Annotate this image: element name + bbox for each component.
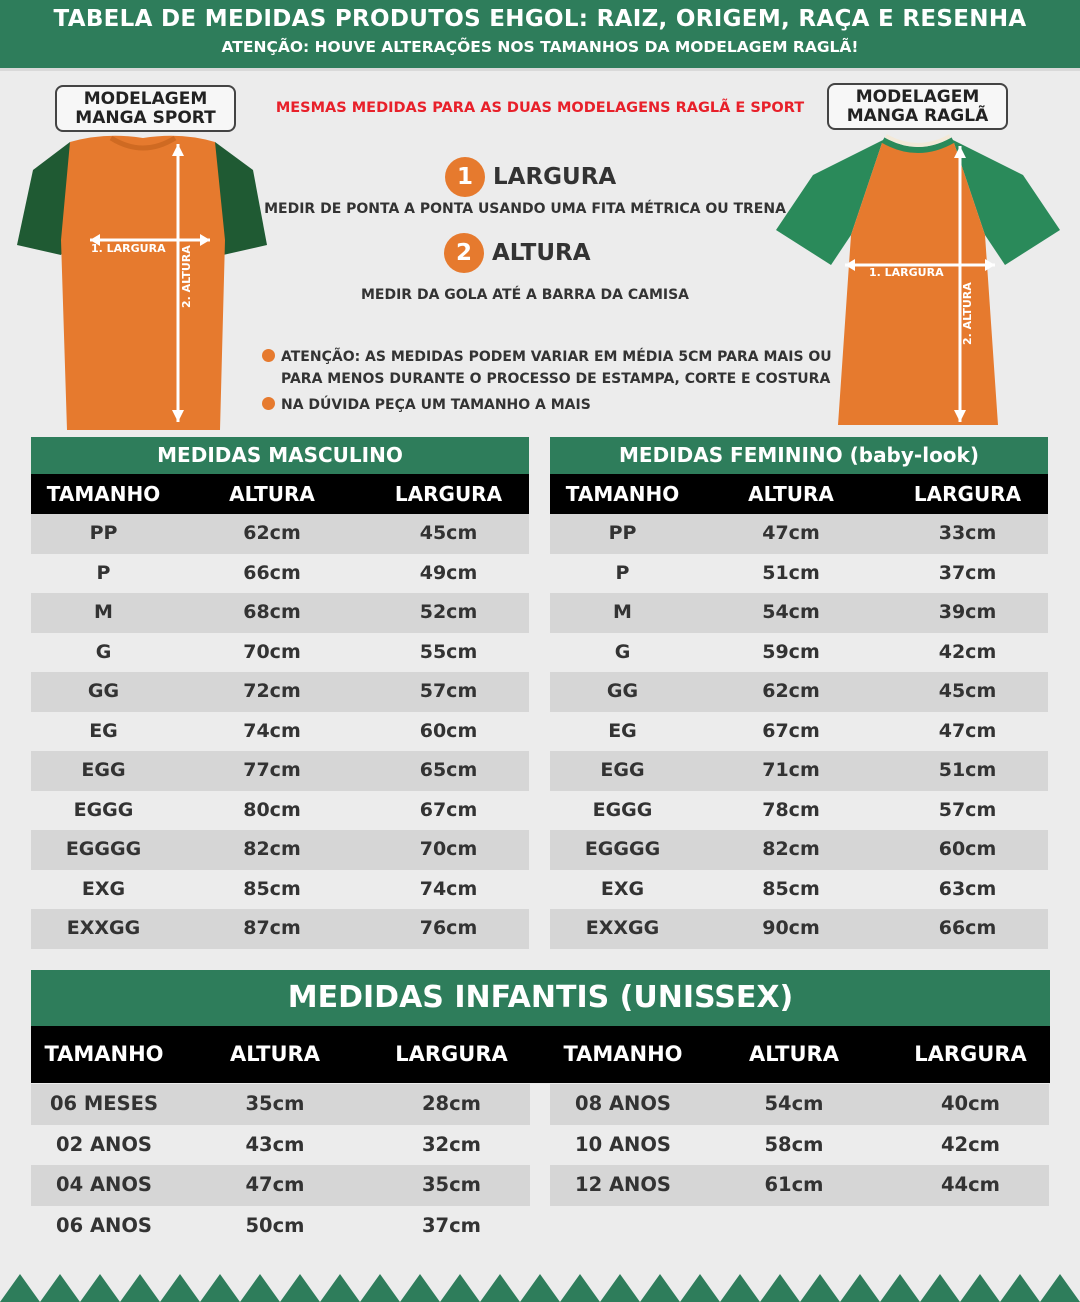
- height-cell: 54cm: [764, 1092, 824, 1115]
- height-cell: 82cm: [243, 838, 301, 860]
- width-cell: 45cm: [419, 522, 478, 544]
- feminino-title: MEDIDAS FEMININO (baby-look): [550, 437, 1048, 474]
- height-cell: 54cm: [762, 601, 820, 623]
- width-cell: 28cm: [421, 1092, 481, 1115]
- height-cell: 47cm: [762, 522, 820, 544]
- col-tamanho: TAMANHO: [44, 1042, 164, 1066]
- feminino-table: [550, 437, 1048, 949]
- width-cell: 33cm: [938, 522, 997, 544]
- infantis-title: MEDIDAS INFANTIS (UNISSEX): [31, 970, 1050, 1026]
- size-cell: PP: [89, 522, 118, 544]
- height-cell: 85cm: [762, 877, 820, 900]
- col-altura: ALTURA: [748, 482, 834, 506]
- size-cell: 02 ANOS: [56, 1132, 152, 1156]
- size-cell: P: [96, 561, 111, 584]
- step-2-number: 2: [444, 233, 484, 273]
- height-cell: 47cm: [245, 1173, 305, 1196]
- masculino-table: [31, 437, 529, 949]
- size-cell: EGGGG: [584, 838, 661, 860]
- height-cell: 77cm: [243, 759, 301, 781]
- width-cell: 42cm: [938, 640, 997, 663]
- size-cell: 10 ANOS: [575, 1132, 671, 1156]
- height-cell: 50cm: [245, 1213, 305, 1237]
- size-cell: EXXGG: [66, 917, 141, 939]
- height-cell: 72cm: [243, 680, 301, 702]
- height-cell: 90cm: [762, 917, 820, 939]
- table-row: [31, 1165, 530, 1206]
- width-cell: 76cm: [419, 917, 478, 939]
- col-tamanho: TAMANHO: [46, 482, 161, 506]
- step-2-description: MEDIR DA GOLA ATÉ A BARRA DA CAMISA: [360, 287, 690, 303]
- height-cell: 59cm: [762, 640, 820, 663]
- step-2-label: ALTURA: [492, 240, 591, 266]
- zigzag-shape: [0, 1274, 1080, 1302]
- width-cell: 66cm: [938, 917, 997, 939]
- infantis-left-body: [31, 1084, 530, 1246]
- model-sport-line2: MANGA SPORT: [75, 108, 216, 128]
- width-cell: 49cm: [419, 561, 478, 584]
- width-cell: 47cm: [938, 719, 997, 742]
- height-cell: 68cm: [243, 601, 301, 623]
- masculino-title: MEDIDAS MASCULINO: [31, 437, 529, 474]
- size-cell: 06 ANOS: [56, 1213, 152, 1237]
- masculino-header-row: [31, 474, 529, 514]
- size-cell: G: [614, 640, 631, 663]
- feminino-header-row: [550, 474, 1048, 514]
- height-cell: 74cm: [243, 719, 301, 742]
- table-row: [550, 870, 1048, 910]
- height-cell: 70cm: [243, 640, 301, 663]
- table-row: [31, 1125, 530, 1166]
- col-largura: LARGURA: [913, 482, 1022, 506]
- size-cell: EGG: [81, 759, 126, 781]
- width-cell: 57cm: [938, 798, 997, 821]
- step-altura: [444, 233, 591, 273]
- table-row: [550, 791, 1048, 831]
- width-cell: 37cm: [421, 1213, 481, 1237]
- bullet-dot-icon: [262, 397, 275, 410]
- width-cell: 32cm: [421, 1132, 481, 1156]
- height-cell: 62cm: [243, 522, 301, 544]
- width-cell: 42cm: [940, 1132, 1000, 1156]
- size-cell: EGGG: [73, 798, 134, 821]
- feminino-body: [550, 514, 1048, 949]
- size-cell: 06 MESES: [49, 1092, 159, 1115]
- size-cell: EGGG: [592, 798, 653, 821]
- size-cell: EXG: [81, 877, 126, 900]
- table-row: [550, 672, 1048, 712]
- attention-line-2: PARA MENOS DURANTE O PROCESSO DE ESTAMPA, CORTE E COSTURA: [281, 371, 831, 387]
- size-cell: EGG: [600, 759, 645, 781]
- height-cell: 51cm: [762, 561, 820, 584]
- width-cell: 35cm: [421, 1173, 481, 1196]
- table-row: [550, 633, 1048, 673]
- table-row: [31, 1084, 530, 1125]
- table-row: [31, 554, 529, 594]
- table-row: [550, 830, 1048, 870]
- table-row: [31, 1206, 530, 1247]
- width-cell: 70cm: [419, 838, 478, 860]
- table-row: [31, 712, 529, 752]
- col-largura: LARGURA: [914, 1042, 1027, 1066]
- size-cell: EXXGG: [585, 917, 660, 939]
- table-row: [31, 870, 529, 910]
- table-row: [31, 593, 529, 633]
- table-row: [550, 554, 1048, 594]
- height-cell: 78cm: [762, 798, 820, 821]
- table-row: [550, 1125, 1049, 1166]
- sport-shirt-body: [61, 136, 225, 430]
- raglan-largura-label: 1. LARGURA: [869, 266, 944, 279]
- table-row: [31, 791, 529, 831]
- width-cell: 51cm: [938, 759, 997, 781]
- size-cell: 12 ANOS: [575, 1173, 671, 1196]
- col-altura: ALTURA: [749, 1042, 839, 1066]
- width-cell: 67cm: [419, 798, 478, 821]
- size-cell: GG: [87, 680, 120, 702]
- raglan-altura-label: 2. ALTURA: [961, 282, 974, 345]
- sport-shirt-illustration: [15, 130, 271, 432]
- infantis-right-body: [550, 1084, 1049, 1206]
- table-row: [550, 1084, 1049, 1125]
- attention-note: [262, 346, 842, 390]
- height-cell: 71cm: [762, 759, 820, 781]
- height-cell: 62cm: [762, 680, 820, 702]
- height-cell: 58cm: [764, 1132, 824, 1156]
- doubt-text: NA DÚVIDA PEÇA UM TAMANHO A MAIS: [281, 397, 591, 413]
- sport-largura-label: 1. LARGURA: [91, 242, 166, 255]
- attention-line-1: ATENÇÃO: AS MEDIDAS PODEM VARIAR EM MÉDIA 5CM PARA MAIS OU: [281, 349, 832, 365]
- table-row: [550, 593, 1048, 633]
- width-cell: 60cm: [419, 719, 478, 742]
- size-cell: EXG: [600, 877, 645, 900]
- table-row: [550, 514, 1048, 554]
- table-row: [31, 514, 529, 554]
- height-cell: 35cm: [245, 1092, 305, 1115]
- width-cell: 65cm: [419, 759, 478, 781]
- width-cell: 60cm: [938, 838, 997, 860]
- height-cell: 85cm: [243, 877, 301, 900]
- size-cell: 08 ANOS: [575, 1092, 671, 1115]
- step-largura: [445, 157, 616, 197]
- table-row: [550, 909, 1048, 949]
- step-1-number: 1: [445, 157, 485, 197]
- sport-altura-label: 2. ALTURA: [180, 245, 193, 308]
- col-altura: ALTURA: [230, 1042, 320, 1066]
- height-cell: 87cm: [243, 917, 301, 939]
- width-cell: 37cm: [938, 561, 997, 584]
- model-sport-box: [55, 85, 236, 132]
- size-cell: EGGGG: [65, 838, 142, 860]
- infantis-header-row: [31, 1026, 1050, 1083]
- bullet-dot-icon: [262, 349, 275, 362]
- width-cell: 52cm: [419, 601, 478, 623]
- col-tamanho: TAMANHO: [565, 482, 680, 506]
- page-header: [0, 0, 1080, 71]
- page-subtitle: ATENÇÃO: HOUVE ALTERAÇÕES NOS TAMANHOS DA MODELAGEM RAGLÃ!: [221, 38, 859, 56]
- width-cell: 40cm: [940, 1092, 1000, 1115]
- size-cell: G: [95, 640, 112, 663]
- col-largura: LARGURA: [394, 482, 503, 506]
- height-cell: 61cm: [764, 1173, 824, 1196]
- col-tamanho: TAMANHO: [563, 1042, 683, 1066]
- size-cell: 04 ANOS: [56, 1173, 152, 1196]
- model-raglan-box: [827, 83, 1008, 130]
- table-row: [31, 909, 529, 949]
- same-measures-notice: MESMAS MEDIDAS PARA AS DUAS MODELAGENS RAGLÃ E SPORT: [275, 100, 805, 116]
- table-row: [550, 1165, 1049, 1206]
- table-row: [31, 751, 529, 791]
- height-cell: 43cm: [245, 1132, 305, 1156]
- col-altura: ALTURA: [229, 482, 315, 506]
- model-raglan-line2: MANGA RAGLÃ: [846, 106, 989, 126]
- col-largura: LARGURA: [395, 1042, 508, 1066]
- width-cell: 74cm: [419, 877, 478, 900]
- bottom-zigzag-border: [0, 1268, 1080, 1302]
- width-cell: 57cm: [419, 680, 478, 702]
- table-row: [31, 672, 529, 712]
- size-cell: PP: [608, 522, 637, 544]
- table-row: [550, 712, 1048, 752]
- model-raglan-line1: MODELAGEM: [855, 87, 980, 107]
- size-cell: GG: [606, 680, 639, 702]
- header-gap: [530, 1026, 550, 1083]
- width-cell: 55cm: [419, 640, 478, 663]
- size-cell: P: [615, 561, 630, 584]
- page-title: TABELA DE MEDIDAS PRODUTOS EHGOL: RAIZ, ORIGEM, RAÇA E RESENHA: [53, 6, 1027, 32]
- width-cell: 39cm: [938, 601, 997, 623]
- size-cell: EG: [89, 719, 118, 742]
- width-cell: 44cm: [940, 1173, 1000, 1196]
- size-cell: M: [94, 601, 113, 623]
- size-cell: M: [613, 601, 632, 623]
- height-cell: 67cm: [762, 719, 820, 742]
- step-1-label: LARGURA: [493, 164, 617, 190]
- size-cell: EG: [608, 719, 637, 742]
- height-cell: 66cm: [243, 561, 301, 584]
- height-cell: 82cm: [762, 838, 820, 860]
- model-sport-line1: MODELAGEM: [83, 89, 208, 109]
- table-row: [31, 830, 529, 870]
- table-row: [31, 633, 529, 673]
- doubt-note: [262, 394, 842, 416]
- masculino-body: [31, 514, 529, 949]
- step-1-description: MEDIR DE PONTA A PONTA USANDO UMA FITA MÉTRICA OU TRENA: [264, 201, 786, 217]
- width-cell: 63cm: [938, 877, 997, 900]
- width-cell: 45cm: [938, 680, 997, 702]
- height-cell: 80cm: [243, 798, 301, 821]
- table-row: [550, 751, 1048, 791]
